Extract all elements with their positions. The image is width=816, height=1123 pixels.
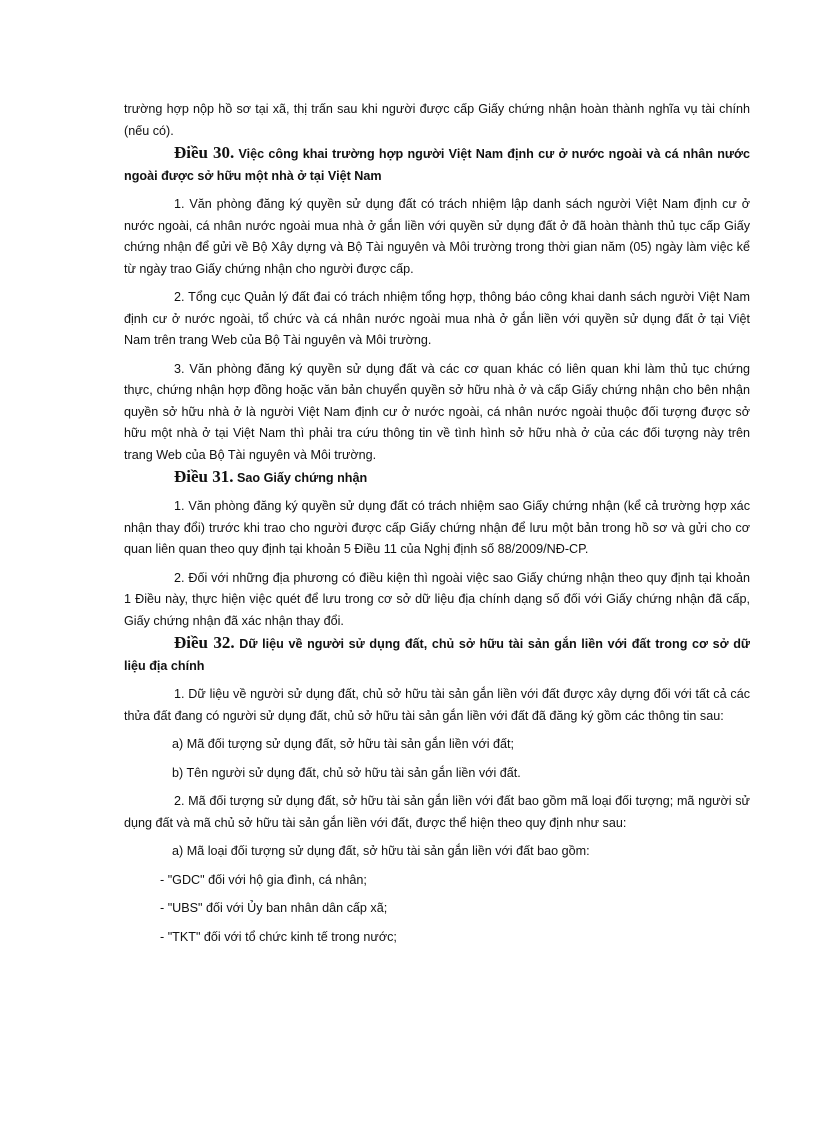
article-32-title: Dữ liệu về người sử dụng đất, chủ sở hữu tài sản gắn liền với đất trong cơ sở dữ liệu địa chính — [124, 637, 751, 673]
article-30-para-2: 2. Tổng cục Quản lý đất đai có trách nhiệm tổng hợp, thông báo công khai danh sách người Việt Nam định cư ở nước ngoài, tổ chức và cá nhân nước ngoài mua nhà ở gắn liền với quyền sử dụng đất ở tại Việt Nam trên trang Web của Bộ Tài nguyên và Môi trường. — [124, 290, 750, 347]
article-32-number: Điều 32. — [174, 633, 235, 652]
article-30-heading — [124, 142, 750, 187]
article-32-para-1a: a) Mã đối tượng sử dụng đất, sở hữu tài sản gắn liền với đất; — [172, 737, 515, 751]
list-item: - "TKT" đối với tổ chức kinh tế trong nước; — [160, 929, 397, 944]
document-body — [124, 99, 750, 948]
article-31-number: Điều 31. — [174, 467, 234, 486]
intro-paragraph: trường hợp nộp hồ sơ tại xã, thị trấn sau khi người được cấp Giấy chứng nhận hoàn thành nghĩa vụ tài chính (nếu có). — [124, 102, 750, 138]
article-30-para-1: 1. Văn phòng đăng ký quyền sử dụng đất có trách nhiệm lập danh sách người Việt Nam định cư ở nước ngoài, cá nhân nước ngoài mua nhà ở gắn liền với quyền sử dụng đất ở đã hoàn thành thủ tục cấp Giấy chứng nhận để gửi về Bộ Xây dựng và Bộ Tài nguyên và Môi trường trong thời gian năm (05) ngày làm việc kể từ ngày trao Giấy chứng nhận cho người được cấp. — [124, 197, 750, 276]
article-30-number: Điều 30. — [174, 143, 235, 162]
article-32-heading — [124, 632, 750, 677]
article-30-title: Việc công khai trường hợp người Việt Nam định cư ở nước ngoài và cá nhân nước ngoài được sở hữu một nhà ở tại Việt Nam — [124, 147, 750, 183]
article-32-para-1b: b) Tên người sử dụng đất, chủ sở hữu tài sản gắn liền với đất. — [172, 765, 521, 780]
article-31-title: Sao Giấy chứng nhận — [237, 471, 368, 485]
article-32-para-2a: a) Mã loại đối tượng sử dụng đất, sở hữu tài sản gắn liền với đất bao gồm: — [172, 844, 590, 858]
list-item: - "UBS" đối với Ủy ban nhân dân cấp xã; — [160, 901, 388, 915]
article-31-para-2: 2. Đối với những địa phương có điều kiện thì ngoài việc sao Giấy chứng nhận theo quy định tại khoản 1 Điều này, thực hiện việc quét để lưu trong cơ sở dữ liệu địa chính dạng số đối với Giấy chứng nhận đã cấp, Giấy chứng nhận đã xác nhận thay đổi. — [124, 570, 750, 628]
article-32-para-1: 1. Dữ liệu về người sử dụng đất, chủ sở hữu tài sản gắn liền với đất được xây dựng đối với tất cả các thửa đất đang có người sử dụng đất, chủ sở hữu tài sản gắn liền với đất đã đăng ký gồm các thông tin sau: — [124, 687, 750, 723]
article-30-para-3: 3. Văn phòng đăng ký quyền sử dụng đất và các cơ quan khác có liên quan khi làm thủ tục chứng thực, chứng nhận hợp đồng hoặc văn bản chuyển quyền sở hữu nhà ở và cấp Giấy chứng nhận cho bên nhận quyền sở hữu nhà ở là người Việt Nam định cư ở nước ngoài, cá nhân nước ngoài thuộc đối tượng được sở hữu một nhà ở tại Việt Nam thì phải tra cứu thông tin về tình hình sở hữu nhà ở của các đối tượng này trên trang Web của Bộ Tài nguyên và Môi trường. — [124, 361, 750, 462]
article-31-heading — [124, 466, 750, 489]
article-32-para-2: 2. Mã đối tượng sử dụng đất, sở hữu tài sản gắn liền với đất bao gồm mã loại đối tượng; mã người sử dụng đất và mã chủ sở hữu tài sản gắn liền với đất, được thể hiện theo quy định như sau: — [124, 794, 750, 830]
article-31-para-1: 1. Văn phòng đăng ký quyền sử dụng đất có trách nhiệm sao Giấy chứng nhận (kể cả trường hợp xác nhận thay đổi) trước khi trao cho người được cấp Giấy chứng nhận để lưu một bản trong hồ sơ và gửi cho cơ quan liên quan theo quy định tại khoản 5 Điều 11 của Nghị định số 88/2009/NĐ-CP. — [124, 499, 750, 556]
list-item: - "GDC" đối với hộ gia đình, cá nhân; — [160, 872, 367, 887]
